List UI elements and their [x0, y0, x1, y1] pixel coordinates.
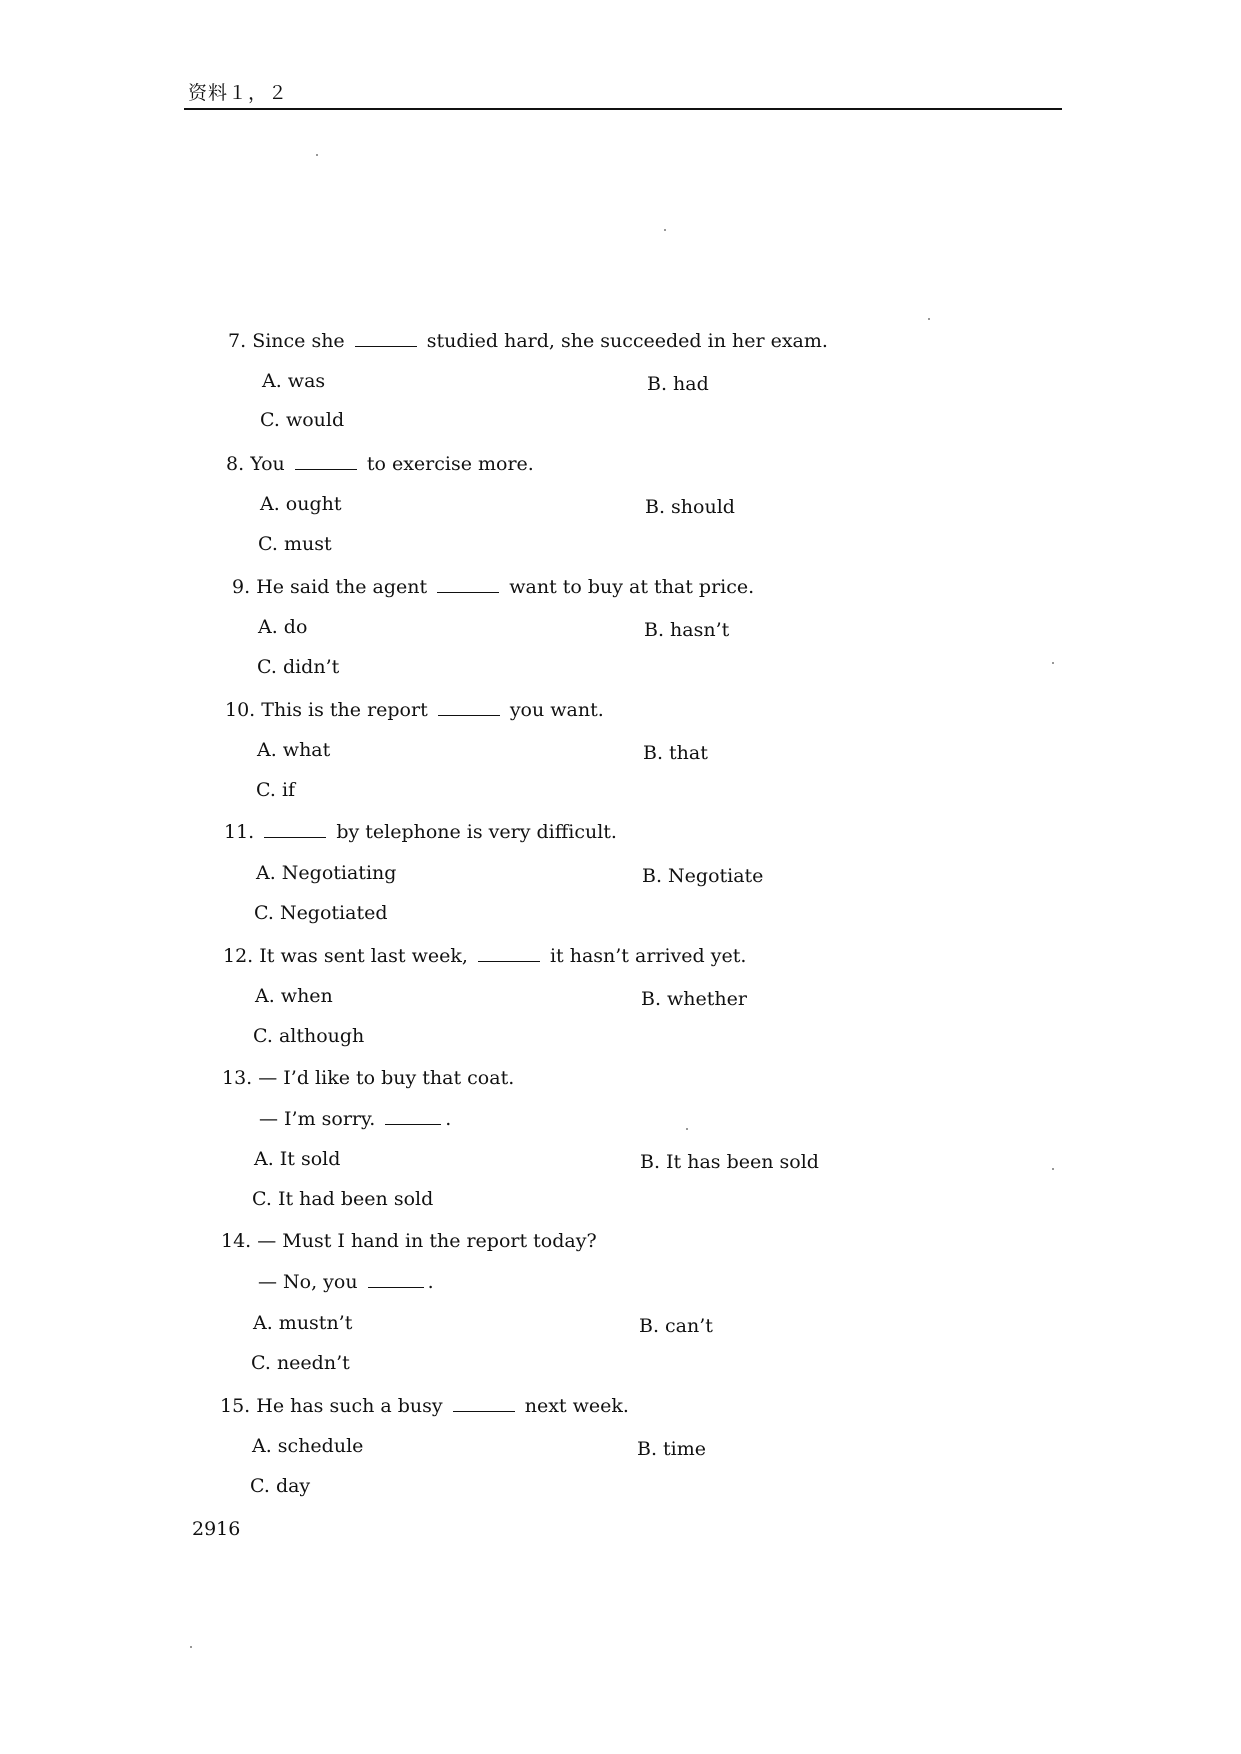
scan-speck	[316, 154, 318, 156]
question-number: 9.	[232, 576, 251, 598]
answer-blank	[264, 819, 326, 838]
scan-speck	[1052, 1168, 1054, 1170]
question-13	[222, 1066, 514, 1090]
option-c[interactable]: C. It had been sold	[252, 1188, 434, 1210]
answer-blank	[438, 697, 500, 716]
option-a[interactable]: A. do	[258, 616, 308, 638]
option-c[interactable]: C. day	[250, 1475, 311, 1497]
question-number: 12.	[223, 945, 254, 967]
option-b[interactable]: B. hasn’t	[644, 619, 730, 641]
question-text-after: it hasn’t arrived yet.	[549, 945, 747, 967]
option-b[interactable]: B. It has been sold	[640, 1151, 819, 1173]
question-text-after: next week.	[524, 1395, 629, 1417]
question-number: 8.	[226, 453, 245, 475]
question-text-before: He has such a busy	[256, 1395, 443, 1417]
question-number: 13.	[222, 1067, 253, 1089]
scan-speck	[190, 1646, 192, 1648]
question-text-after: to exercise more.	[366, 453, 534, 475]
page-header-title: 资料１，２	[188, 82, 289, 104]
scan-speck	[664, 229, 666, 231]
scan-speck	[928, 318, 930, 320]
option-b[interactable]: B. whether	[641, 988, 747, 1010]
page-number: 2916	[192, 1518, 241, 1540]
answer-blank	[368, 1269, 424, 1288]
option-a[interactable]: A. ought	[260, 493, 342, 515]
question-text-before: You	[250, 453, 285, 475]
option-c[interactable]: C. would	[260, 409, 345, 431]
question-8	[226, 451, 534, 476]
line-end-punctuation: .	[445, 1108, 452, 1130]
question-number: 15.	[220, 1395, 251, 1417]
question-15	[220, 1393, 629, 1418]
header-divider	[184, 108, 1062, 110]
option-c[interactable]: C. Negotiated	[254, 902, 388, 924]
question-14	[221, 1229, 597, 1253]
option-a[interactable]: A. It sold	[254, 1148, 341, 1170]
question-text-before: This is the report	[261, 699, 428, 721]
scan-speck	[1052, 662, 1054, 664]
answer-blank	[437, 574, 499, 593]
option-a[interactable]: A. was	[262, 370, 326, 392]
question-13-line-2	[259, 1106, 451, 1131]
question-text-after: by telephone is very difficult.	[336, 821, 617, 843]
option-b[interactable]: B. time	[637, 1438, 707, 1460]
question-text-before: He said the agent	[256, 576, 428, 598]
answer-blank	[453, 1393, 515, 1412]
option-a[interactable]: A. what	[257, 739, 331, 761]
question-number: 10.	[225, 699, 256, 721]
question-text-after: studied hard, she succeeded in her exam.	[426, 330, 828, 352]
question-9	[232, 574, 754, 599]
question-14-line-2	[258, 1269, 434, 1294]
answer-blank	[385, 1106, 441, 1125]
question-text-before: It was sent last week,	[259, 945, 468, 967]
option-c[interactable]: C. needn’t	[251, 1352, 350, 1374]
question-text-after: you want.	[509, 699, 604, 721]
question-text-after: want to buy at that price.	[509, 576, 755, 598]
option-a[interactable]: A. Negotiating	[256, 862, 397, 884]
option-b[interactable]: B. had	[647, 373, 709, 395]
question-number: 11.	[224, 821, 255, 843]
option-a[interactable]: A. schedule	[252, 1435, 364, 1457]
option-c[interactable]: C. didn’t	[257, 656, 340, 678]
dialogue-line-2: — No, you	[258, 1271, 358, 1293]
answer-blank	[478, 943, 540, 962]
question-11	[224, 819, 617, 844]
option-b[interactable]: B. should	[645, 496, 735, 518]
line-end-punctuation: .	[427, 1271, 434, 1293]
question-7	[228, 328, 828, 353]
option-a[interactable]: A. mustn’t	[253, 1312, 353, 1334]
question-12	[223, 943, 746, 968]
dialogue-line-1: — I’d like to buy that coat.	[258, 1067, 515, 1089]
option-b[interactable]: B. Negotiate	[642, 865, 764, 887]
option-b[interactable]: B. that	[643, 742, 708, 764]
question-10	[225, 697, 604, 722]
question-number: 7.	[228, 330, 247, 352]
option-b[interactable]: B. can’t	[639, 1315, 713, 1337]
scan-speck	[686, 1128, 688, 1130]
question-text-before: Since she	[252, 330, 345, 352]
option-a[interactable]: A. when	[255, 985, 333, 1007]
answer-blank	[295, 451, 357, 470]
dialogue-line-2: — I’m sorry.	[259, 1108, 376, 1130]
option-c[interactable]: C. although	[253, 1025, 365, 1047]
question-number: 14.	[221, 1230, 252, 1252]
option-c[interactable]: C. if	[256, 779, 296, 801]
option-c[interactable]: C. must	[258, 533, 332, 555]
answer-blank	[355, 328, 417, 347]
dialogue-line-1: — Must I hand in the report today?	[257, 1230, 597, 1252]
